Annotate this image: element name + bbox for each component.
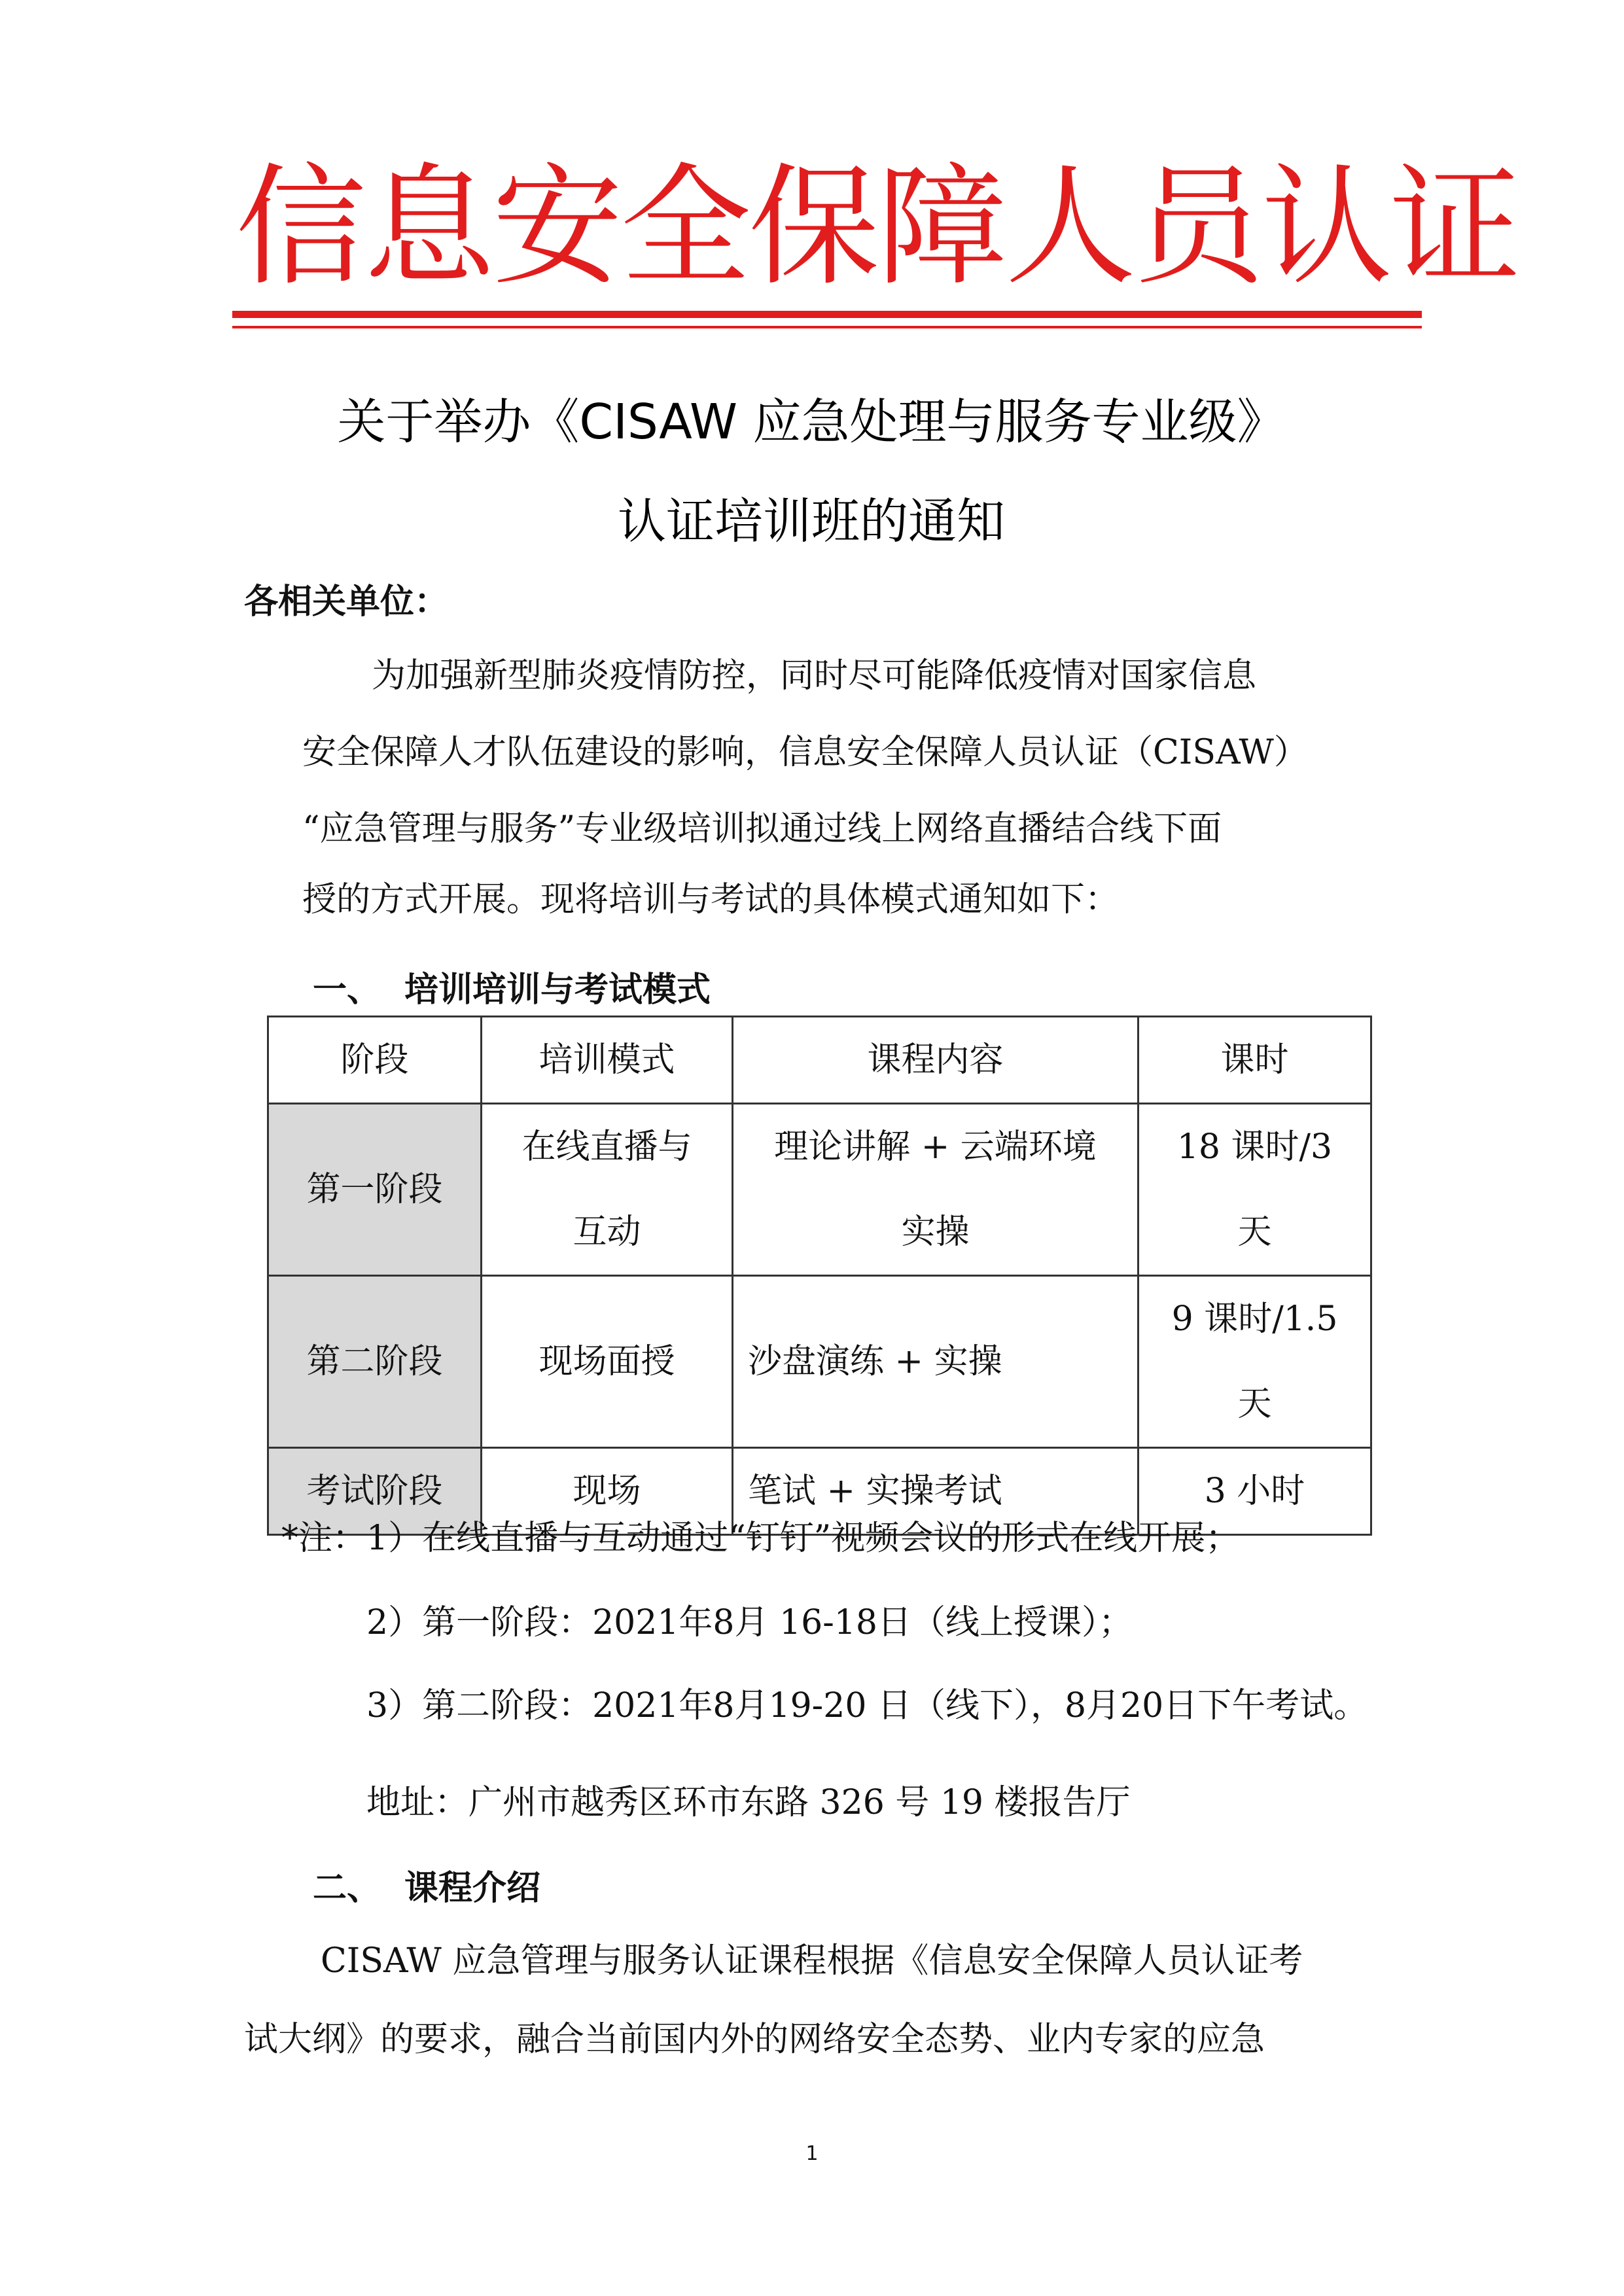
notice-title-line-2: 认证培训班的通知: [618, 493, 1005, 550]
note-line: *注：1）在线直播与互动通过“钉钉”视频会议的形式在线开展；: [281, 1519, 1240, 1558]
mode-cell: [482, 1104, 733, 1276]
cell-line: 天: [1237, 1212, 1272, 1252]
section-2-number: 二、: [313, 1869, 381, 1908]
table-header-cell: 培训模式: [482, 1017, 733, 1104]
header-rule-thick: [232, 311, 1422, 318]
hours-cell: [1139, 1104, 1371, 1276]
address-line: 地址：广州市越秀区环市东路 326 号 19 楼报告厅: [366, 1783, 1131, 1822]
hours-cell: [1139, 1276, 1371, 1448]
stage-cell: 第二阶段: [268, 1276, 482, 1448]
page-number: 1: [805, 2142, 819, 2165]
mode-cell: 现场面授: [482, 1276, 733, 1448]
intro-line: 授的方式开展。现将培训与考试的具体模式通知如下：: [302, 880, 1120, 919]
table-row: [268, 1276, 1371, 1448]
schedule-table: [267, 1016, 1372, 1536]
salutation: 各相关单位：: [244, 582, 449, 622]
stage-cell: 考试阶段: [268, 1448, 482, 1535]
cell-line: 在线直播与: [521, 1127, 692, 1167]
course-intro-line: CISAW 应急管理与服务认证课程根据《信息安全保障人员认证考: [321, 1941, 1303, 1981]
table-header-cell: 阶段: [268, 1017, 482, 1104]
content-cell: 笔试 + 实操考试: [733, 1448, 1139, 1535]
intro-line: “应急管理与服务”专业级培训拟通过线上网络直播结合线下面: [302, 809, 1222, 849]
table-header-cell: 课时: [1139, 1017, 1371, 1104]
note-line: 2）第一阶段：2021年8月 16-18日（线上授课）；: [366, 1603, 1133, 1642]
table-header-cell: 课程内容: [733, 1017, 1139, 1104]
cell-line: 9 课时/1.5: [1171, 1299, 1338, 1339]
table-header-row: [268, 1017, 1371, 1104]
section-2-heading: [313, 1865, 540, 1911]
intro-line: 为加强新型肺炎疫情防控，同时尽可能降低疫情对国家信息: [372, 656, 1257, 696]
header-title: 信息安全保障人员认证: [236, 151, 1519, 304]
section-1-title: 培训培训与考试模式: [404, 970, 711, 1010]
table-row: [268, 1104, 1371, 1276]
header-rule-thin: [232, 326, 1422, 328]
cell-line: 互动: [573, 1212, 641, 1252]
cell-line: 18 课时/3: [1176, 1127, 1333, 1167]
cell-line: 实操: [901, 1212, 970, 1252]
intro-line: 安全保障人才队伍建设的影响，信息安全保障人员认证（CISAW）: [302, 733, 1308, 772]
cell-line: 天: [1237, 1385, 1272, 1424]
cell-line: 理论讲解 + 云端环境: [774, 1127, 1097, 1167]
section-1-number: 一、: [313, 970, 381, 1010]
mode-cell: 现场: [482, 1448, 733, 1535]
stage-cell: 第一阶段: [268, 1104, 482, 1276]
content-cell: 沙盘演练 + 实操: [733, 1276, 1139, 1448]
note-line: 3）第二阶段：2021年8月19-20 日（线下），8月20日下午考试。: [366, 1686, 1368, 1725]
notice-title-line-1: 关于举办《CISAW 应急处理与服务专业级》: [337, 394, 1286, 450]
content-cell: [733, 1104, 1139, 1276]
section-2-title: 课程介绍: [404, 1869, 541, 1908]
section-1-heading: [313, 967, 711, 1013]
hours-cell: 3 小时: [1139, 1448, 1371, 1535]
course-intro-line: 试大纲》的要求，融合当前国内外的网络安全态势、业内专家的应急: [244, 2020, 1265, 2059]
